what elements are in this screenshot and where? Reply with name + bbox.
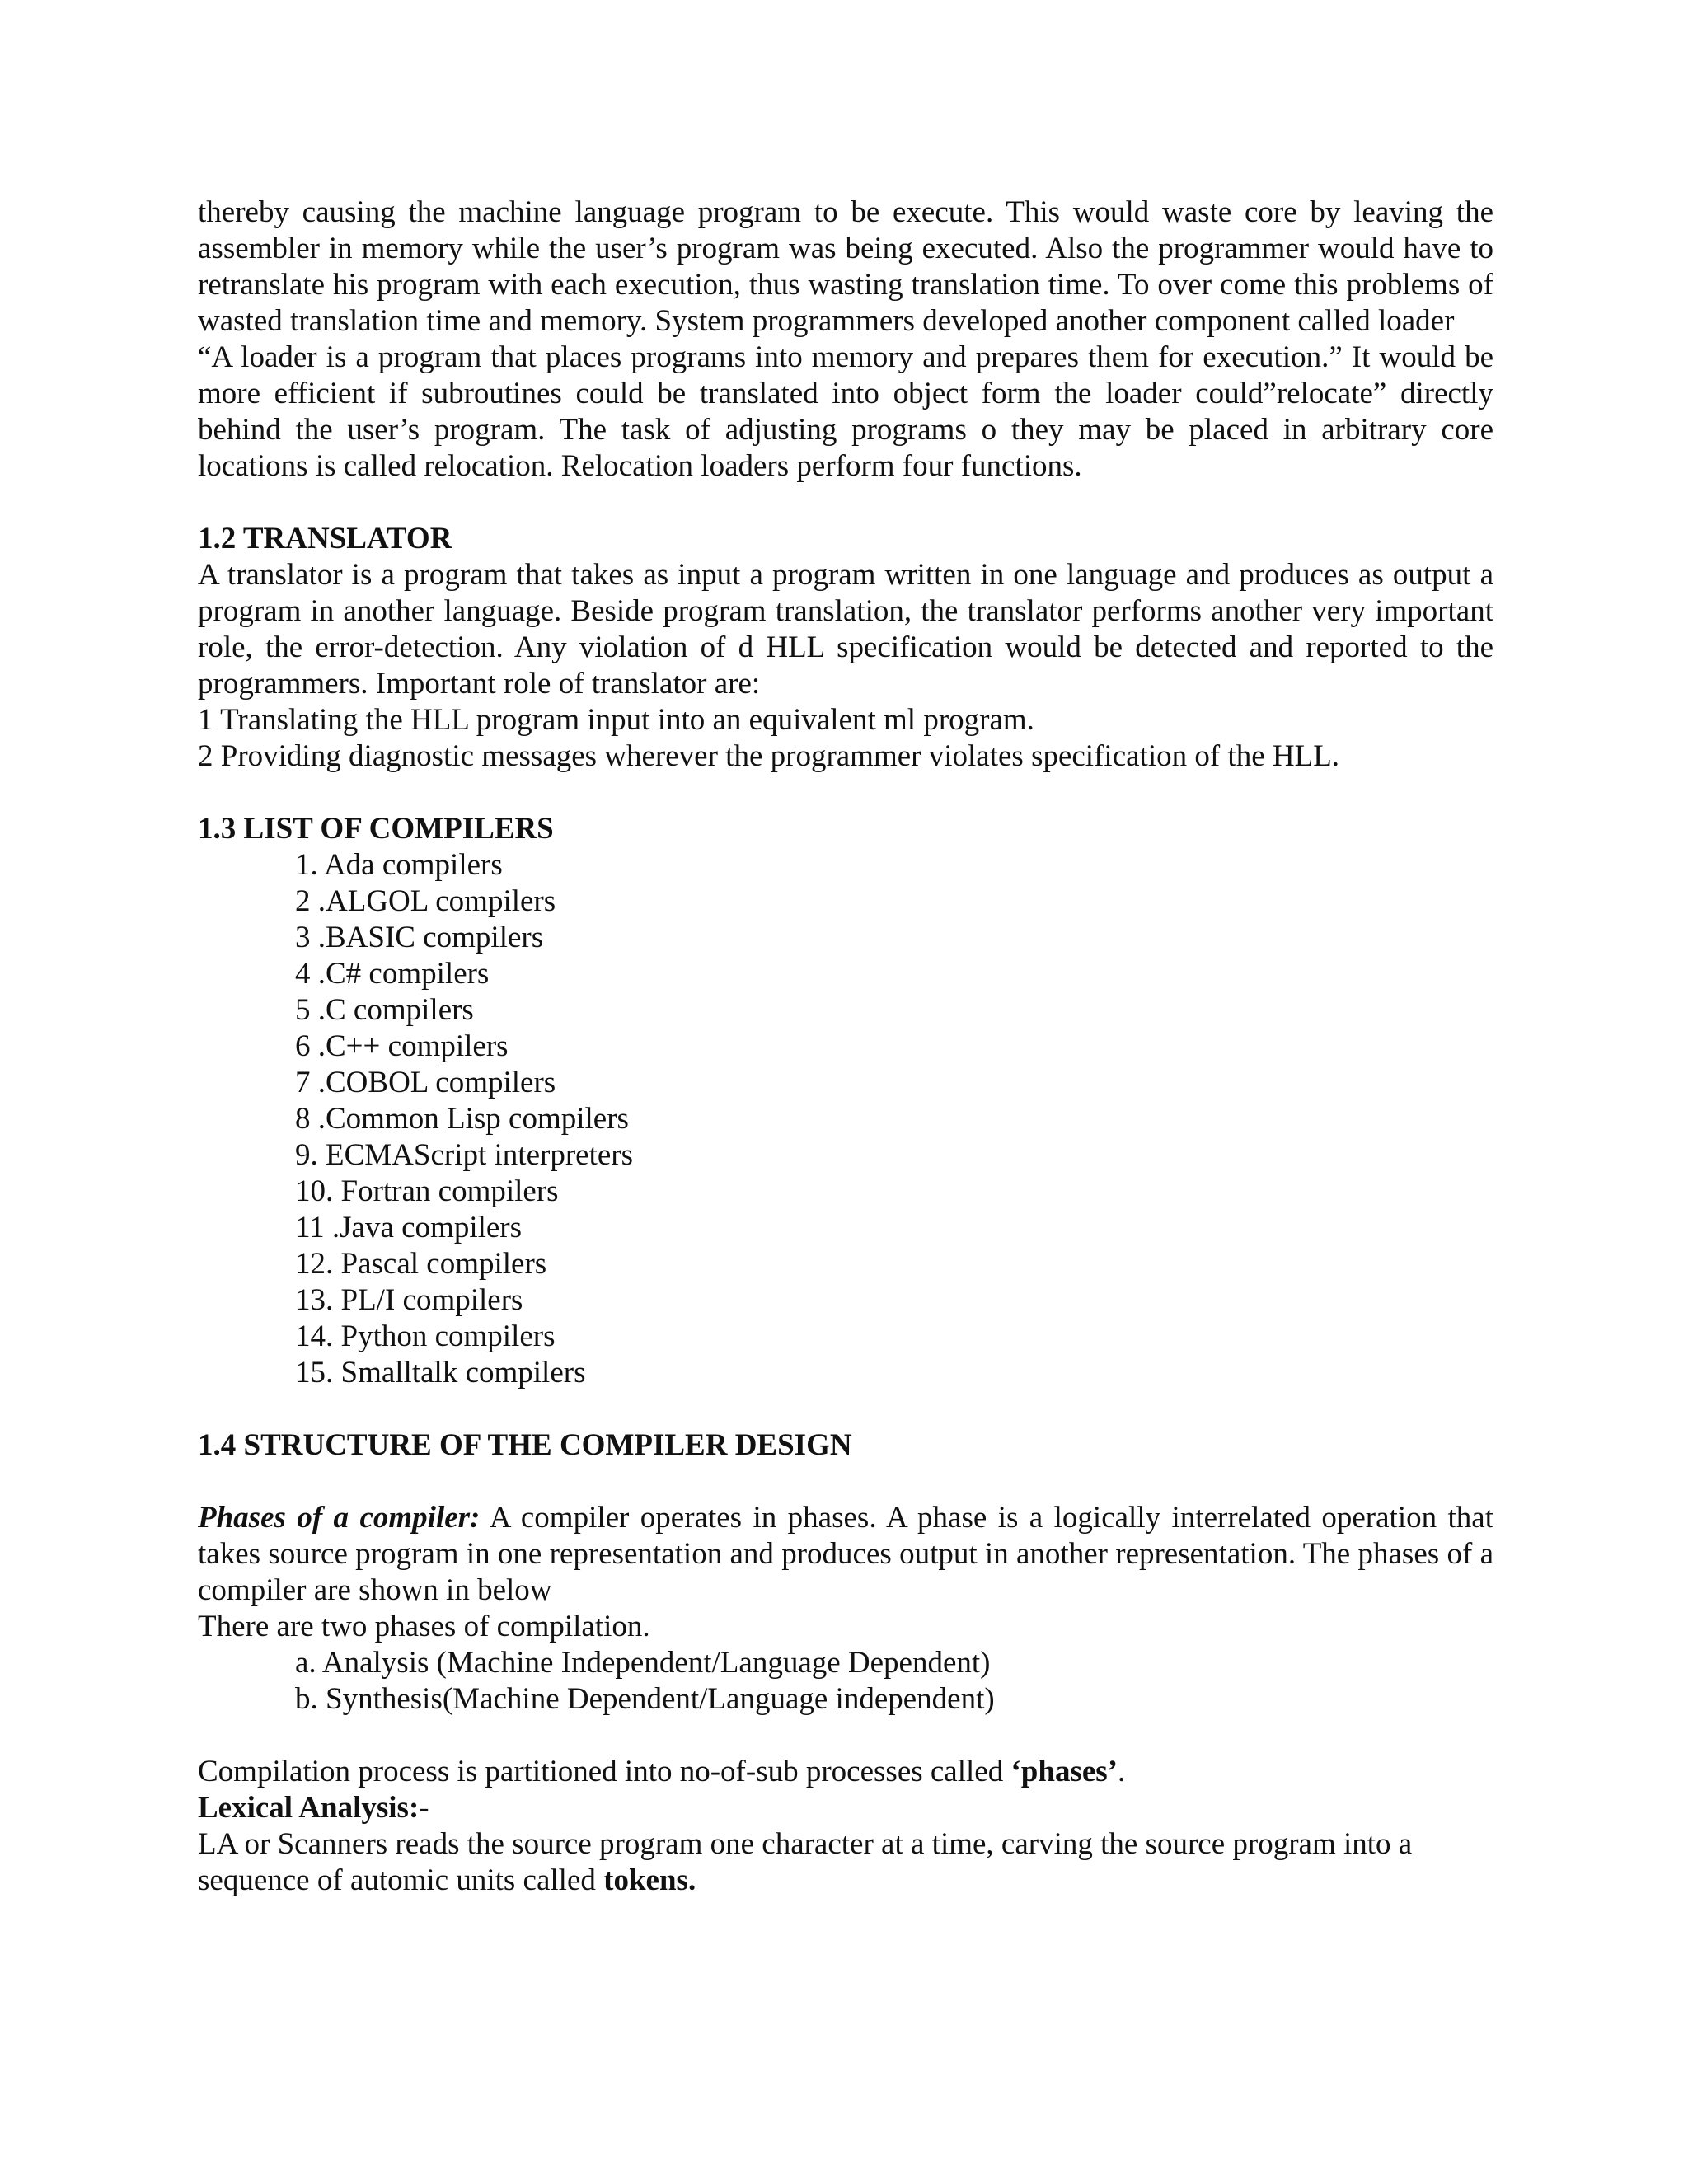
spacer	[198, 775, 1493, 811]
list-item: 13. PL/I compilers	[295, 1283, 523, 1317]
intro-paragraph-2: “A loader is a program that places programs into memory and prepares them for execution.” It would be more efficient if subroutines could be translated into object form the loader could”relocate” directly behind the user’s program. The task of adjusting programs o they may be placed in arbitrary core locations is called relocation. Relocation loaders perform four functions.	[198, 340, 1493, 483]
list-item: b. Synthesis(Machine Dependent/Language independent)	[295, 1682, 995, 1716]
section-heading-translator: 1.2 TRANSLATOR	[198, 522, 452, 555]
translator-role-2: 2 Providing diagnostic messages wherever the programmer violates specification of the HLL.	[198, 739, 1340, 773]
list-item: 10. Fortran compilers	[295, 1174, 559, 1208]
list-item: a. Analysis (Machine Independent/Language Dependent)	[295, 1646, 991, 1680]
document-page	[198, 194, 1493, 1899]
partition-paragraph	[198, 1754, 1493, 1790]
list-item: 2 .ALGOL compilers	[295, 884, 556, 918]
list-item: 6 .C++ compilers	[295, 1029, 509, 1063]
list-item: 12. Pascal compilers	[295, 1247, 547, 1281]
spacer	[198, 1391, 1493, 1427]
partition-text: Compilation process is partitioned into no-of-sub processes called	[198, 1755, 1011, 1788]
translator-role-1: 1 Translating the HLL program input into an equivalent ml program.	[198, 703, 1034, 737]
intro-paragraph-1: thereby causing the machine language program to be execute. This would waste core by leaving the assembler in memory while the user’s program was being executed. Also the programmer would have to retranslate his program with each execution, thus wasting translation time. To over come this problems of wasted translation time and memory. System programmers developed another component called loader	[198, 195, 1493, 338]
list-item: 5 .C compilers	[295, 993, 474, 1027]
spacer	[198, 485, 1493, 521]
section-heading-lexical: Lexical Analysis:-	[198, 1791, 429, 1825]
spacer	[198, 1464, 1493, 1500]
list-item: 9. ECMAScript interpreters	[295, 1138, 633, 1172]
list-item: 4 .C# compilers	[295, 957, 490, 991]
list-item: 11 .Java compilers	[295, 1211, 523, 1244]
list-item: 3 .BASIC compilers	[295, 921, 544, 954]
phase-list	[198, 1645, 1493, 1718]
two-phases-line: There are two phases of compilation.	[198, 1610, 650, 1643]
list-item: 1. Ada compilers	[295, 848, 503, 882]
lexical-text: LA or Scanners reads the source program one character at a time, carving the source program into a sequence of automic units called	[198, 1827, 1413, 1897]
list-item: 15. Smalltalk compilers	[295, 1356, 586, 1390]
list-item: 8 .Common Lisp compilers	[295, 1102, 629, 1136]
section-heading-structure: 1.4 STRUCTURE OF THE COMPILER DESIGN	[198, 1428, 852, 1462]
compiler-list	[198, 847, 1493, 1391]
list-item: 7 .COBOL compilers	[295, 1066, 556, 1099]
section-heading-compilers: 1.3 LIST OF COMPILERS	[198, 812, 554, 846]
partition-end: .	[1118, 1755, 1126, 1788]
lexical-bold: tokens.	[603, 1863, 696, 1897]
spacer	[198, 1718, 1493, 1754]
partition-bold: ‘phases’	[1010, 1755, 1118, 1788]
phases-label: Phases of a compiler:	[198, 1501, 481, 1535]
list-item: 14. Python compilers	[295, 1319, 556, 1353]
phases-paragraph	[198, 1500, 1493, 1609]
lexical-paragraph	[198, 1826, 1493, 1899]
phases-text: A compiler operates in phases. A phase is a logically interrelated operation that takes source program in one representation and produces output in another representation. The phases of a compiler are shown in below	[198, 1501, 1494, 1607]
translator-paragraph: A translator is a program that takes as input a program written in one language and produces as output a program in another language. Beside program translation, the translator performs another very important role, the error-detection. Any violation of d HLL specification would be detected and reported to the programmers. Important role of translator are:	[198, 558, 1493, 701]
